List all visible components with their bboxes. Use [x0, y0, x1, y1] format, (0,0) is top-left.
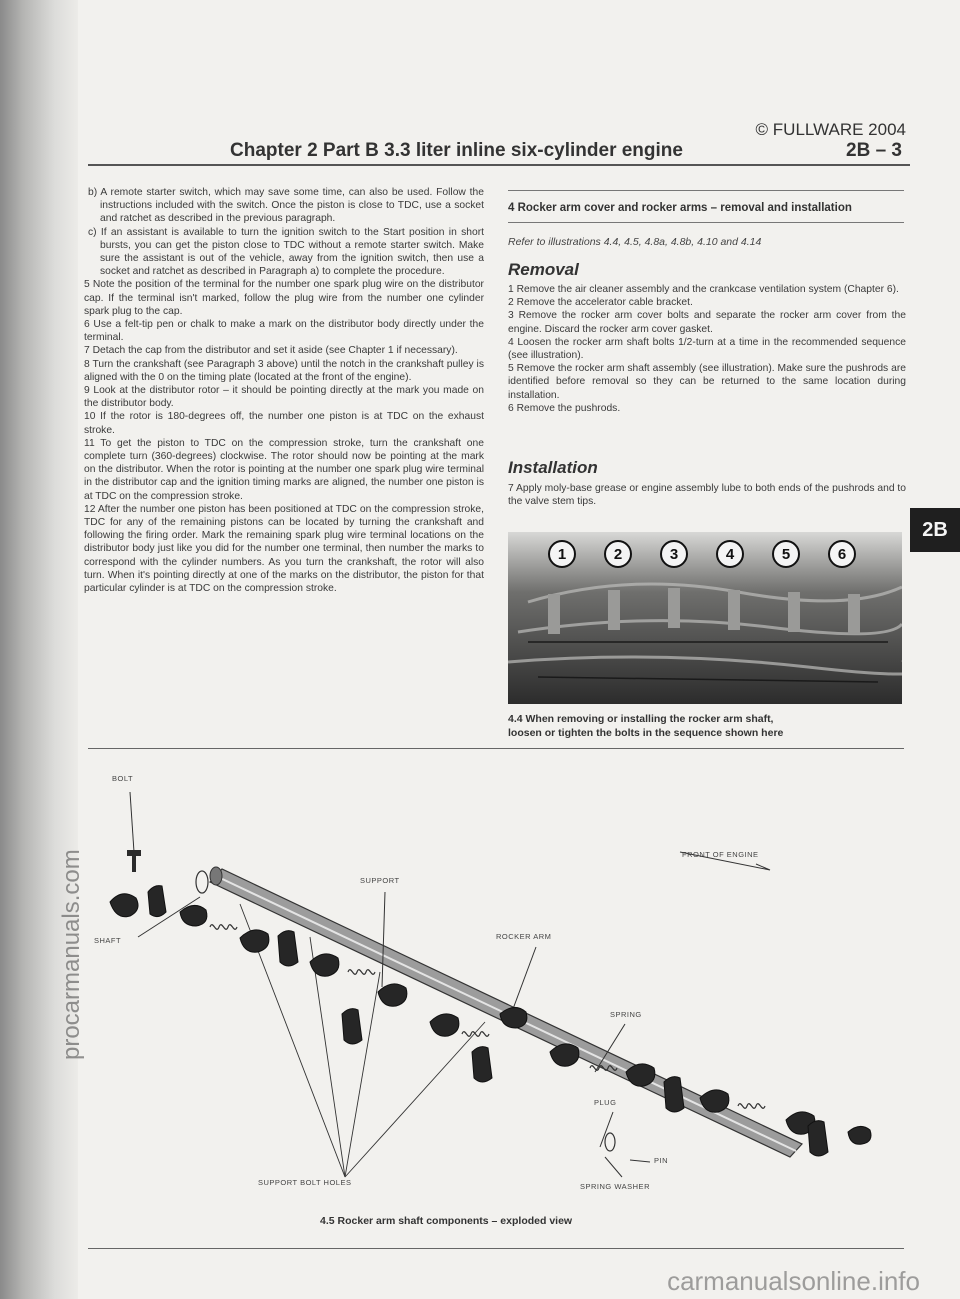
page-binding-shadow [0, 0, 78, 1299]
label-shaft: SHAFT [94, 936, 122, 945]
paragraph: 12 After the number one piston has been positioned at TDC on the compression stroke, TDC for any of the remaining pistons can be located by turning the crankshaft and following the firing order. Mark the remaining spark plug wire terminal locations on the distributor body just like you did for the number one terminal, then number the marks to correspond with the cylinder numbers. As you turn the crankshaft, the rotor will also turn. When it's pointing directly at one of the marks on the distributor, the piston for that particular cylinder is at TDC on the compression stroke. [84, 503, 484, 595]
chapter-header: Chapter 2 Part B 3.3 liter inline six-cylinder engine [230, 140, 683, 161]
photo-caption-line2: loosen or tighten the bolts in the sequence shown here [508, 727, 784, 739]
removal-steps [508, 283, 906, 415]
paragraph: 5 Note the position of the terminal for the number one spark plug wire on the distributor cap. If the terminal isn't marked, follow the plug wire from the number one cylinder spark plug to the cap. [84, 279, 484, 317]
label-bolt: BOLT [112, 774, 134, 783]
label-spring-washer: SPRING WASHER [580, 1182, 650, 1191]
left-text-column [84, 186, 484, 595]
page-number: 2B – 3 [846, 140, 902, 161]
paragraph: 6 Use a felt-tip pen or chalk to make a mark on the distributor body directly under the terminal. [84, 319, 484, 344]
procedure-step: 2 Remove the accelerator cable bracket. [508, 297, 693, 309]
label-pin: PIN [654, 1156, 669, 1165]
chapter-tab: 2B [910, 508, 960, 552]
paragraph: 11 To get the piston to TDC on the compression stroke, turn the crankshaft one complete turn (360-degrees) clockwise. The rotor should now be pointing at the mark on the distributor. When the rotor is pointing at the number one spark plug wire terminal in the distributor cap and the ignition timing marks are aligned, the number one piston is at TDC on the compression stroke. [84, 437, 484, 502]
photo-caption-line1: 4.4 When removing or installing the rocker arm shaft, [508, 713, 774, 725]
engine-photo [508, 532, 902, 704]
illustration-reference: Refer to illustrations 4.4, 4.5, 4.8a, 4.8b, 4.10 and 4.14 [508, 236, 762, 248]
procedure-step: 5 Remove the rocker arm shaft assembly (see illustration). Make sure the pushrods are identified before removal so they can be returned to the same location during installation. [508, 363, 906, 401]
label-spring: SPRING [610, 1010, 642, 1019]
bolt-sequence-marker: 1 [548, 540, 576, 568]
exploded-diagram-drawing [90, 752, 910, 1202]
header-rule [88, 164, 910, 166]
procedure-step: 4 Loosen the rocker arm shaft bolts 1/2-turn at a time in the recommended sequence (see illustration). [508, 336, 906, 362]
procedure-step: 3 Remove the rocker arm cover bolts and separate the rocker arm cover from the engine. Discard the rocker arm cover gasket. [508, 310, 906, 335]
sub-paragraph: b) A remote starter switch, which may save some time, can also be used. Follow the instructions included with the switch. Once the piston is close to TDC, use a socket and ratchet as described in the previous paragraph. [88, 187, 484, 225]
bolt-sequence-marker: 6 [828, 540, 856, 568]
diagram-caption: 4.5 Rocker arm shaft components – exploded view [320, 1215, 573, 1227]
procedure-step: 6 Remove the pushrods. [508, 402, 621, 414]
label-rocker-arm: ROCKER ARM [496, 932, 552, 941]
label-front-of-engine: FRONT OF ENGINE [682, 850, 759, 859]
side-watermark: procarmanuals.com [58, 849, 85, 1060]
paragraph: 7 Detach the cap from the distributor and set it aside (see Chapter 1 if necessary). [84, 345, 458, 357]
installation-heading: Installation [508, 458, 598, 477]
divider-rule [88, 748, 904, 749]
paragraph: 8 Turn the crankshaft (see Paragraph 3 above) until the notch in the crankshaft pulley is aligned with the 0 on the timing plate (located at the front of the engine). [84, 358, 484, 383]
footer-rule [88, 1248, 904, 1249]
procedure-step: 1 Remove the air cleaner assembly and the crankcase ventilation system (Chapter 6). [508, 284, 899, 295]
sub-paragraph: c) If an assistant is available to turn the ignition switch to the Start position in short bursts, you can get the piston close to TDC without a remote starter switch. Make sure the assistant is out of the vehicle, away from the ignition switch, then use a socket and ratchet as described in Paragraph a) to complete the procedure. [88, 226, 484, 278]
exploded-diagram [90, 752, 910, 1202]
section-rule-bottom [508, 222, 904, 223]
paragraph: 10 If the rotor is 180-degrees off, the number one piston is at TDC on the exhaust stroke. [84, 411, 484, 436]
paragraph: 9 Look at the distributor rotor – it should be pointing directly at the mark you made on the distributor body. [84, 385, 484, 410]
footer-watermark: carmanualsonline.info [667, 1266, 920, 1296]
bolt-sequence-marker: 3 [660, 540, 688, 568]
installation-steps [508, 482, 906, 508]
photo-caption [508, 712, 902, 740]
procedure-step: 7 Apply moly-base grease or engine assembly lube to both ends of the pushrods and to the valve stem tips. [508, 483, 906, 508]
bolt-sequence-marker: 4 [716, 540, 744, 568]
label-plug: PLUG [594, 1098, 617, 1107]
section-title: 4 Rocker arm cover and rocker arms – removal and installation [508, 202, 852, 214]
label-support: SUPPORT [360, 876, 400, 885]
section-rule [508, 190, 904, 191]
copyright-notice: © FULLWARE 2004 [755, 120, 906, 139]
removal-heading: Removal [508, 260, 579, 279]
bolt-sequence-marker: 5 [772, 540, 800, 568]
bolt-sequence-marker: 2 [604, 540, 632, 568]
label-support-bolt-holes: SUPPORT BOLT HOLES [258, 1178, 352, 1187]
